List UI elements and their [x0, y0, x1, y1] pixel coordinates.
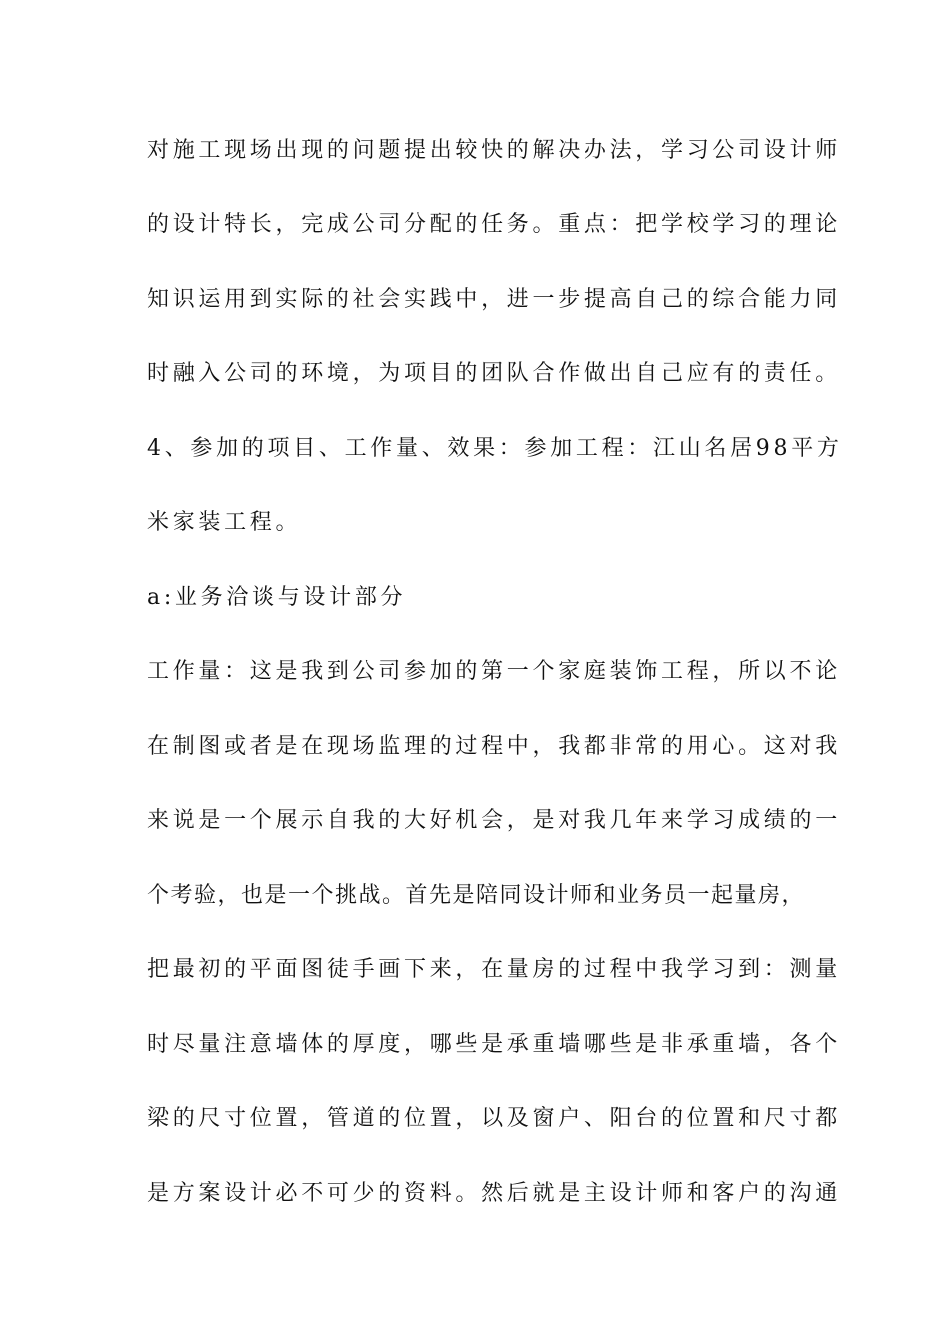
- text-line-15: 是方案设计必不可少的资料。然后就是主设计师和客户的沟通: [147, 1181, 841, 1206]
- text-line-5: 4、参加的项目、工作量、效果：参加工程：江山名居98平方: [147, 436, 843, 461]
- text-line-14: 梁的尺寸位置，管道的位置，以及窗户、阳台的位置和尺寸都: [147, 1106, 841, 1131]
- text-line-11: 个考验，也是一个挑战。首先是陪同设计师和业务员一起量房，: [147, 883, 806, 908]
- text-line-3: 知识运用到实际的社会实践中，进一步提高自己的综合能力同: [147, 287, 841, 312]
- text-line-4: 时融入公司的环境，为项目的团队合作做出自己应有的责任。: [147, 361, 841, 386]
- text-line-12: 把最初的平面图徒手画下来，在量房的过程中我学习到：测量: [147, 957, 841, 982]
- text-line-8: 工作量：这是我到公司参加的第一个家庭装饰工程，所以不论: [147, 659, 841, 684]
- text-line-2: 的设计特长，完成公司分配的任务。重点：把学校学习的理论: [147, 212, 841, 237]
- section-heading: a:业务洽谈与设计部分: [147, 585, 407, 610]
- text-line-10: 来说是一个展示自我的大好机会，是对我几年来学习成绩的一: [147, 808, 841, 833]
- text-line-1: 对施工现场出现的问题提出较快的解决办法，学习公司设计师: [147, 138, 841, 163]
- text-line-13: 时尽量注意墙体的厚度，哪些是承重墙哪些是非承重墙，各个: [147, 1032, 841, 1057]
- text-line-9: 在制图或者是在现场监理的过程中，我都非常的用心。这对我: [147, 734, 841, 759]
- text-line-6: 米家装工程。: [147, 510, 302, 535]
